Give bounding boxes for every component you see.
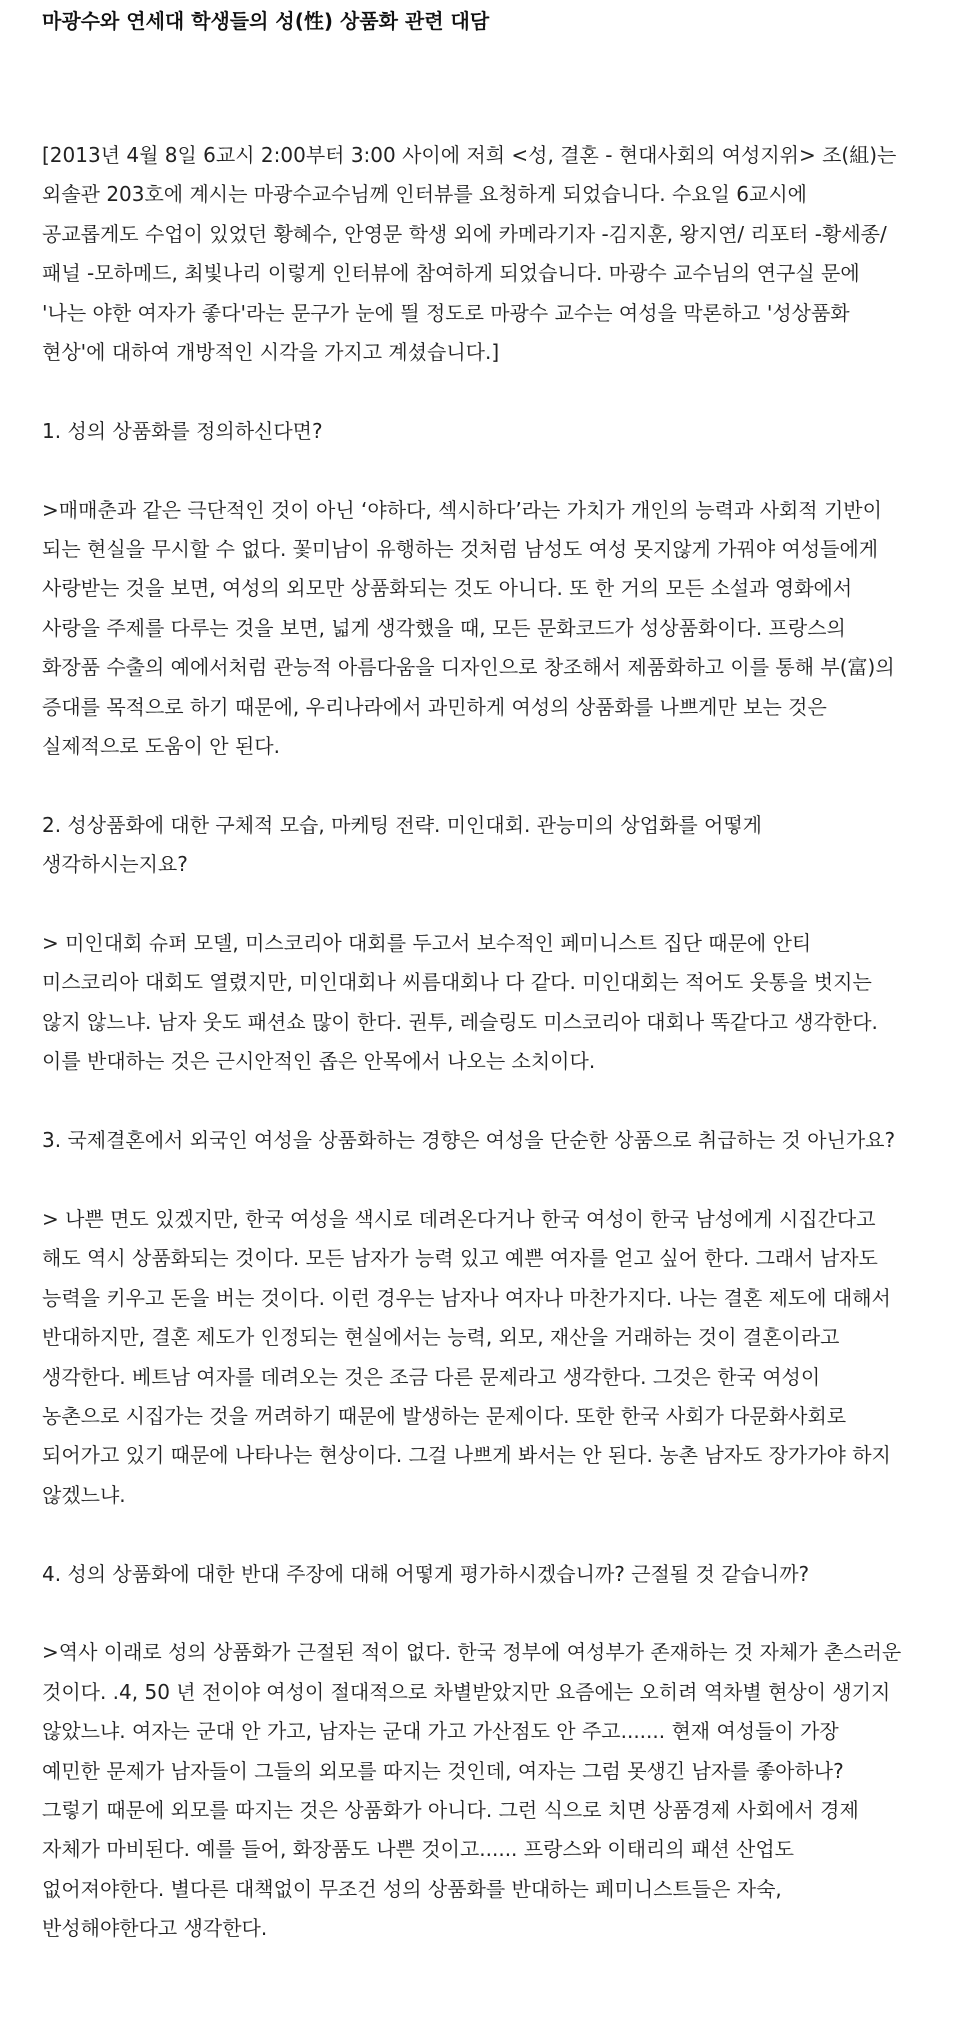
question-2: 2. 성상품화에 대한 구체적 모습, 마케팅 전략. 미인대회. 관능미의 상업화를 어떻게 생각하시는지요? (42, 812, 762, 877)
answer-4: >역사 이래로 성의 상품화가 근절된 적이 없다. 한국 정부에 여성부가 존재하는 것 자체가 촌스러운 것이다. .4, 50 년 전이야 여성이 절대적으로 차별받았지만 요즘에는 오히려 역차별 현상이 생기지 않았느냐. 여자는 군대 안 가고, 남자는 군대 가고 가산점도 안 주고....... 현재 여성들이 가장 예민한 문제가 남자들이 그들의 외모를 따지는 것인데, 여자는 그럼 못생긴 남자를 좋아하나? 그렇기 때문에 외모를 따지는 것은 상품화가 아니다. 그런 식으로 치면 상품경제 사회에서 경제 자체가 마비된다. 예를 들어, 화장품도 나쁜 것이고...... 프랑스와 이태리의 패션 산업도 없어져야한다. 별다른 대책없이 무조건 성의 상품화를 반대하는 페미니스트들은 자숙, 반성해야한다고 생각한다. (42, 1640, 902, 1941)
answer-3: > 나쁜 면도 있겠지만, 한국 여성을 색시로 데려온다거나 한국 여성이 한국 남성에게 시집간다고 해도 역시 상품화되는 것이다. 모든 남자가 능력 있고 예쁜 여자를 얻고 싶어 한다. 그래서 남자도 능력을 키우고 돈을 버는 것이다. 이런 경우는 남자나 여자나 마찬가지다. 나는 결혼 제도에 대해서 반대하지만, 결혼 제도가 인정되는 현실에서는 능력, 외모, 재산을 거래하는 것이 결혼이라고 생각한다. 베트남 여자를 데려오는 것은 조금 다른 문제라고 생각한다. 그것은 한국 여성이 농촌으로 시집가는 것을 꺼려하기 때문에 발생하는 문제이다. 또한 한국 사회가 다문화사회로 되어가고 있기 때문에 나타나는 현상이다. 그걸 나쁘게 봐서는 안 된다. 농촌 남자도 장가가야 하지 않겠느냐. (42, 1206, 891, 1507)
intro-paragraph: [2013년 4월 8일 6교시 2:00부터 3:00 사이에 저희 <성, 결혼 - 현대사회의 여성지위> 조(組)는 외솔관 203호에 계시는 마광수교수님께 인터뷰를 요청하게 되었습니다. 수요일 6교시에 공교롭게도 수업이 있었던 황혜수, 안영문 학생 외에 카메라기자 -김지훈, 왕지연/ 리포터 -황세종/ 패널 -모하메드, 최빛나리 이렇게 인터뷰에 참여하게 되었습니다. 마광수 교수님의 연구실 문에 '나는 야한 여자가 좋다'라는 문구가 눈에 띌 정도로 마광수 교수는 여성을 막론하고 '성상품화 현상'에 대하여 개방적인 시각을 가지고 계셨습니다.] (42, 143, 897, 365)
article (42, 0, 902, 1949)
question-3: 3. 국제결혼에서 외국인 여성을 상품화하는 경향은 여성을 단순한 상품으로 취급하는 것 아닌가요? (42, 1128, 896, 1153)
answer-2: > 미인대회 슈퍼 모델, 미스코리아 대회를 두고서 보수적인 페미니스트 집단 때문에 안티 미스코리아 대회도 열렸지만, 미인대회나 씨름대회나 다 같다. 미인대회는 적어도 웃통을 벗지는 않지 않느냐. 남자 웃도 패션쇼 많이 한다. 권투, 레슬링도 미스코리아 대회나 똑같다고 생각한다. 이를 반대하는 것은 근시안적인 좁은 안목에서 나오는 소치이다. (42, 931, 878, 1074)
answer-1: >매매춘과 같은 극단적인 것이 아닌 ‘야하다, 섹시하다’라는 가치가 개인의 능력과 사회적 기반이 되는 현실을 무시할 수 없다. 꽃미남이 유행하는 것처럼 남성도 여성 못지않게 가꿔야 여성들에게 사랑받는 것을 보면, 여성의 외모만 상품화되는 것도 아니다. 또 한 거의 모든 소설과 영화에서 사랑을 주제를 다루는 것을 보면, 넓게 생각했을 때, 모든 문화코드가 성상품화이다. 프랑스의 화장품 수출의 예에서처럼 관능적 아름다움을 디자인으로 창조해서 제품화하고 이를 통해 부(富)의 증대를 목적으로 하기 때문에, 우리나라에서 과민하게 여성의 상품화를 나쁘게만 보는 것은 실제적으로 도움이 안 된다. (42, 497, 895, 759)
article-title: 마광수와 연세대 학생들의 성(性) 상품화 관련 대담 (42, 9, 490, 33)
question-4: 4. 성의 상품화에 대한 반대 주장에 대해 어떻게 평가하시겠습니까? 근절될 것 같습니까? (42, 1561, 810, 1586)
question-1: 1. 성의 상품화를 정의하신다면? (42, 418, 323, 443)
